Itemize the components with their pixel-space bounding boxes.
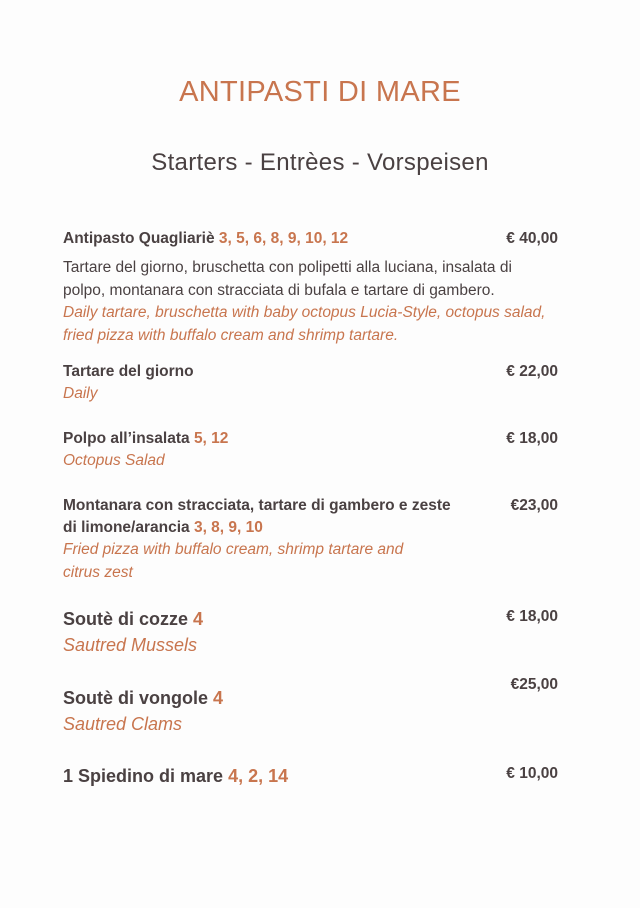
item-allergens: 4, 2, 14	[228, 766, 289, 786]
item-translation: Sautred Clams	[63, 714, 183, 734]
item-name-text: Montanara con stracciata, tartare di gambero e zeste di limone/arancia	[63, 497, 451, 536]
item-description: Tartare del giorno, bruschetta con polipetti alla luciana, insalata di polpo, montanara con stracciata di bufala e tartare di gambero.	[63, 259, 512, 299]
item-name	[63, 361, 558, 383]
item-name-text: Soutè di cozze	[63, 609, 189, 629]
item-name-text: Polpo all’insalata	[63, 430, 190, 447]
item-name-text: Antipasto Quagliariè	[63, 230, 215, 247]
menu-item	[63, 361, 558, 406]
item-name	[63, 428, 558, 450]
item-translation: Daily tartare, bruschetta with baby octopus Lucia-Style, octopus salad, fried pizza with buffalo cream and shrimp tartare.	[63, 304, 546, 344]
item-allergens: 3, 5, 6, 8, 9, 10, 12	[218, 230, 349, 247]
menu-item	[63, 676, 558, 737]
item-name-text: Tartare del giorno	[63, 363, 194, 380]
item-allergens: 5, 12	[193, 430, 229, 447]
item-price: €23,00	[510, 497, 558, 514]
menu-section-subtitle: Starters - Entrèes - Vorspeisen	[151, 149, 489, 176]
item-name-text: Soutè di vongole	[63, 688, 209, 708]
item-price: € 10,00	[506, 765, 558, 782]
menu-item	[63, 228, 558, 347]
menu-item	[63, 428, 558, 473]
item-name-text: 1 Spiedino di mare	[63, 766, 224, 786]
item-name	[63, 495, 463, 539]
menu-section-title: ANTIPASTI DI MARE	[179, 76, 461, 108]
menu-item	[63, 495, 558, 584]
item-translation: Sautred Mussels	[63, 635, 198, 655]
item-price: € 22,00	[506, 363, 558, 380]
item-allergens: 4	[193, 609, 204, 629]
menu-item	[63, 763, 558, 789]
item-name	[63, 606, 558, 632]
item-translation: Daily	[63, 385, 98, 402]
item-name	[63, 228, 558, 250]
item-price: € 18,00	[506, 608, 558, 625]
item-name	[63, 763, 558, 789]
item-price: € 18,00	[506, 430, 558, 447]
item-price: € 40,00	[506, 230, 558, 247]
item-translation: Fried pizza with buffalo cream, shrimp tartare and citrus zest	[63, 541, 404, 581]
item-allergens: 3, 8, 9, 10	[193, 519, 263, 536]
item-name	[63, 685, 558, 711]
item-price: €25,00	[510, 676, 558, 693]
item-translation: Octopus Salad	[63, 452, 165, 469]
item-allergens: 4	[213, 688, 224, 708]
menu-item	[63, 606, 558, 658]
